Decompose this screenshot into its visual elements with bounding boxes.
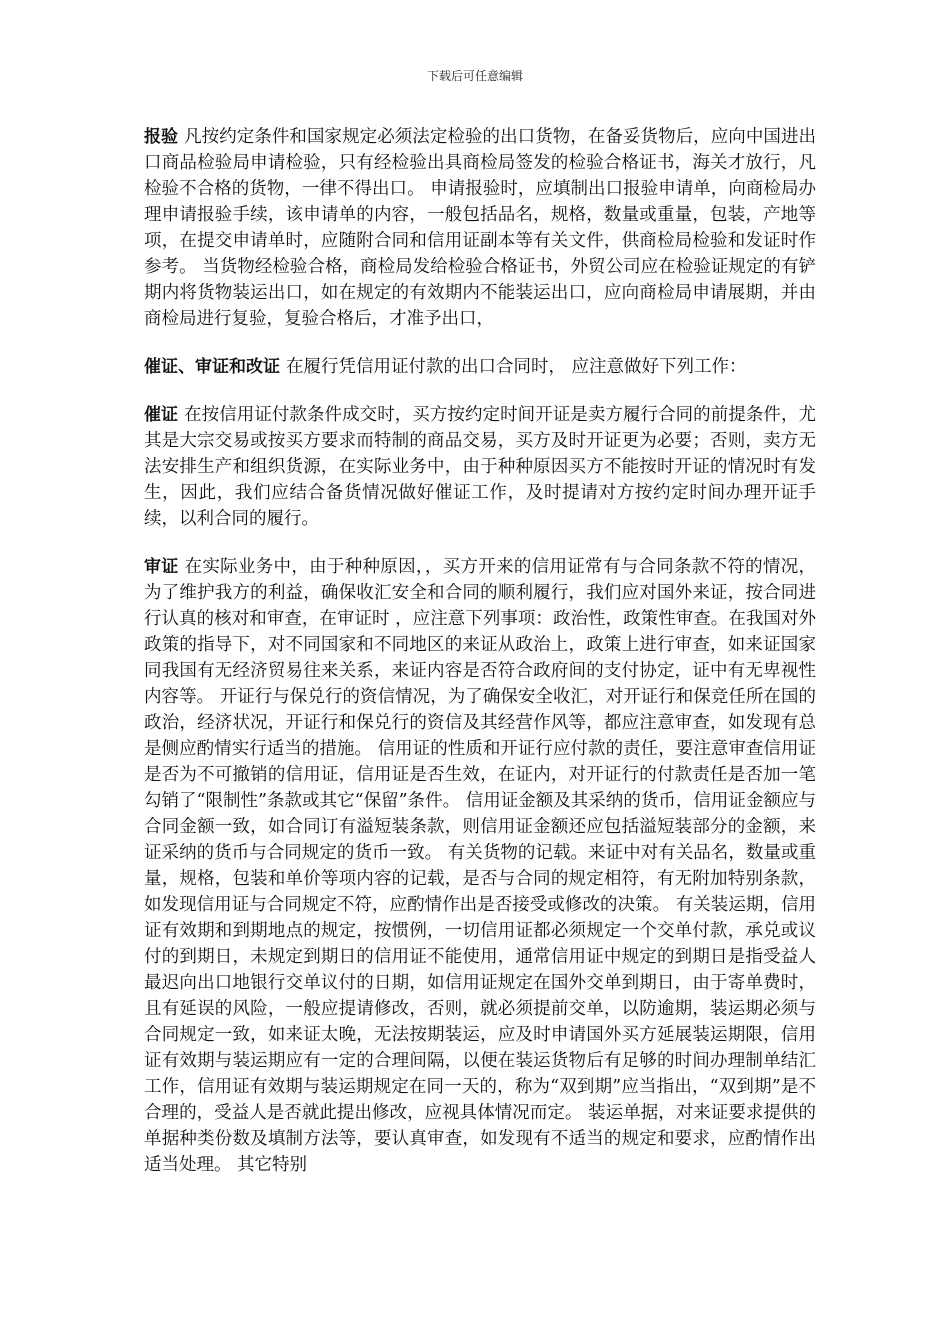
document-body: [144, 124, 816, 1200]
section-term: 催证、审证和改证: [144, 357, 280, 377]
section-cuizheng-shenzheng-gaizheng: [144, 354, 816, 380]
section-body: 凡按约定条件和国家规定必须法定检验的出口货物，在备妥货物后，应向中国进出口商品检验局申请检验，只有经检验出具商检局签发的检验合格证书，海关才放行，凡检验不合格的货物，一律不得出口。 申请报验时，应填制出口报验申请单，向商检局办理申请报验手续，该申请单的内容，一般包括品名，规格，数量或重量，包装，产地等项，在提交申请单时，应随附合同和信用证副本等有关文件，供商检局检验和发证时作参考。 当货物经检验合格，商检局发给检验合格证书，外贸公司应在检验证规定的有铲期内将货物装运出口，如在规定的有效期内不能装运出口，应向商检局申请展期，并由商检局进行复验，复验合格后，才准予出口，: [144, 127, 816, 329]
section-cuizheng: [144, 402, 816, 532]
section-shenzheng: [144, 554, 816, 1178]
section-baoyan: [144, 124, 816, 332]
section-body: 在实际业务中，由于种种原因，，买方开来的信用证常有与合同条款不符的情况，为了维护我方的利益，确保收汇安全和合同的顺利履行，我们应对国外来证，按合同进行认真的核对和审查，在审证时 ，应注意下列事项：政治性，政策性审查。在我国对外政策的指导下，对不同国家和不同地区的来证从政治上，政策上进行审查，如来证国家同我国有无经济贸易往来关系，来证内容是否符合政府间的支付协定，证中有无卑视性内容等。 开证行与保兑行的资信情况，为了确保安全收汇，对开证行和保竞任所在国的政治，经济状况，开证行和保兑行的资信及其经营作风等，都应注意审查，如发现有总是侧应酌情实行适当的措施。 信用证的性质和开证行应付款的责任，要注意审查信用证是否为不可撤销的信用证，信用证是否生效，在证内，对开证行的付款责任是否加一笔勾销了“限制性”条款或其它“保留”条件。 信用证金额及其采纳的货币，信用证金额应与合同金额一致，如合同订有溢短装条款，则信用证金额还应包括溢短装部分的金额，来证采纳的货币与合同规定的货币一致。 有关货物的记载。来证中对有关品名，数量或重量，规格，包装和单价等项内容的记载，是否与合同的规定相符，有无附加特别条款，如发现信用证与合同规定不符，应酌情作出是否接受或修改的决策。 有关装运期，信用证有效期和到期地点的规定，按惯例，一切信用证都必须规定一个交单付款，承兑或议付的到期日，未规定到期日的信用证不能使用，通常信用证中规定的到期日是指受益人最迟向出口地银行交单议付的日期，如信用证规定在国外交单到期日，由于寄单费时，且有延误的风险，一般应提请修改，否则，就必须提前交单，以防逾期，装运期必须与合同规定一致，如来证太晚，无法按期装运，应及时申请国外买方延展装运期限，信用证有效期与装运期应有一定的合理间隔，以便在装运货物后有足够的时间办理制单结汇工作，信用证有效期与装运期规定在同一天的，称为“双到期”应当指出，“双到期”是不合理的，受益人是否就此提出修改，应视具体情况而定。 装运单据，对来证要求提供的单据种类份数及填制方法等，要认真审查，如发现有不适当的规定和要求，应酌情作出适当处理。 其它特别: [144, 557, 817, 1175]
section-term: 报验: [144, 127, 179, 147]
page-header: 下载后可任意编辑: [426, 69, 523, 83]
section-body: 在按信用证付款条件成交时，买方按约定时间开证是卖方履行合同的前提条件，尤其是大宗交易或按买方要求而特制的商品交易，买方及时开证更为必要；否则，卖方无法安排生产和组织货源，在实际业务中，由于种种原因买方不能按时开证的情况时有发生，因此，我们应结合备货情况做好催证工作，及时提请对方按约定时间办理开证手续，以利合同的履行。: [144, 405, 816, 529]
section-term: 催证: [144, 405, 179, 425]
section-body: 在履行凭信用证付款的出口合同时， 应注意做好下列工作：: [286, 357, 747, 377]
section-term: 审证: [144, 557, 179, 577]
